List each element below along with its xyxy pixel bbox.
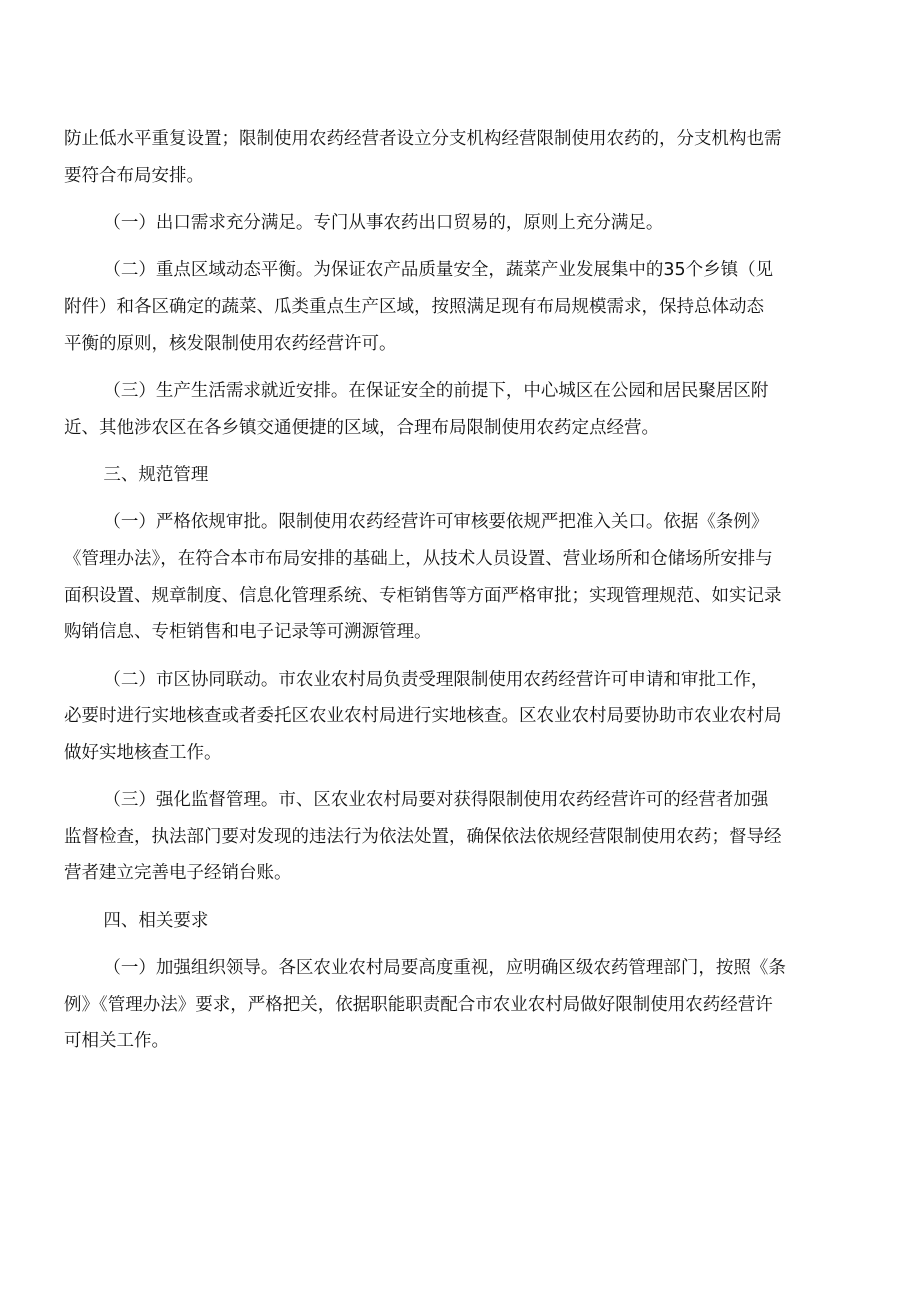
- text-line: （一）严格依规审批。限制使用农药经营许可审核要依规严把准入关口。依据《条例》: [103, 512, 769, 533]
- paragraph-strict-approval: [64, 504, 884, 650]
- text-line: （三）生产生活需求就近安排。在保证安全的前提下，中心城区在公园和居民聚居区附: [103, 380, 769, 401]
- text-line: 必要时进行实地核查或者委托区农业农村局进行实地核查。区农业农村局要协助市农业农村局: [64, 706, 782, 727]
- paragraph-key-area-balance: [64, 252, 884, 362]
- section-heading: 四、相关要求: [103, 910, 209, 931]
- text-line: （三）强化监督管理。市、区农业农村局要对获得限制使用农药经营许可的经营者加强: [103, 790, 769, 811]
- text-line: （二）重点区域动态平衡。为保证农产品质量安全，蔬菜产业发展集中的35个乡镇（见: [103, 260, 774, 281]
- text-line: 例》《管理办法》要求，严格把关，依据职能职责配合市农业农村局做好限制使用农药经营许: [64, 994, 773, 1015]
- text-line: 近、其他涉农区在各乡镇交通便捷的区域，合理布局限制使用农药定点经营。: [64, 417, 659, 438]
- section-heading-related-requirements: [64, 903, 884, 940]
- paragraph-export-demand: [64, 205, 884, 242]
- text-line: 监督检查，执法部门要对发现的违法行为依法处置，确保依法依规经营限制使用农药；督导经: [64, 826, 782, 847]
- text-line: 《管理办法》，在符合本市布局安排的基础上，从技术人员设置、营业场所和仓储场所安排与: [64, 548, 773, 569]
- text-line: （一）加强组织领导。各区农业农村局要高度重视，应明确区级农药管理部门，按照《条: [103, 958, 786, 979]
- paragraph-organizational-leadership: [64, 950, 884, 1060]
- text-line: 购销信息、专柜销售和电子记录等可溯源管理。: [64, 622, 432, 643]
- text-line: 附件）和各区确定的蔬菜、瓜类重点生产区域，按照满足现有布局规模需求，保持总体动态: [64, 296, 764, 317]
- text-line: 平衡的原则，核发限制使用农药经营许可。: [64, 333, 397, 354]
- text-line: 做好实地核查工作。: [64, 742, 222, 763]
- text-line: （一）出口需求充分满足。专门从事农药出口贸易的，原则上充分满足。: [103, 212, 664, 233]
- section-heading-standardized-management: [64, 457, 884, 494]
- paragraph-city-district-coordination: [64, 662, 884, 772]
- section-heading: 三、规范管理: [103, 464, 209, 485]
- text-line: （二）市区协同联动。市农业农村局负责受理限制使用农药经营许可申请和审批工作，: [103, 669, 769, 690]
- text-line: 营者建立完善电子经销台账。: [64, 863, 292, 884]
- text-line: 要符合布局安排。: [64, 165, 204, 186]
- paragraph-layout-continuation: [64, 121, 884, 194]
- document-body: [64, 121, 884, 1071]
- paragraph-supervision: [64, 782, 884, 892]
- text-line: 面积设置、规章制度、信息化管理系统、专柜销售等方面严格审批；实现管理规范、如实记录: [64, 585, 782, 606]
- text-line: 防止低水平重复设置；限制使用农药经营者设立分支机构经营限制使用农药的，分支机构也需: [64, 129, 782, 149]
- paragraph-nearby-arrangement: [64, 373, 884, 446]
- text-line: 可相关工作。: [64, 1031, 169, 1052]
